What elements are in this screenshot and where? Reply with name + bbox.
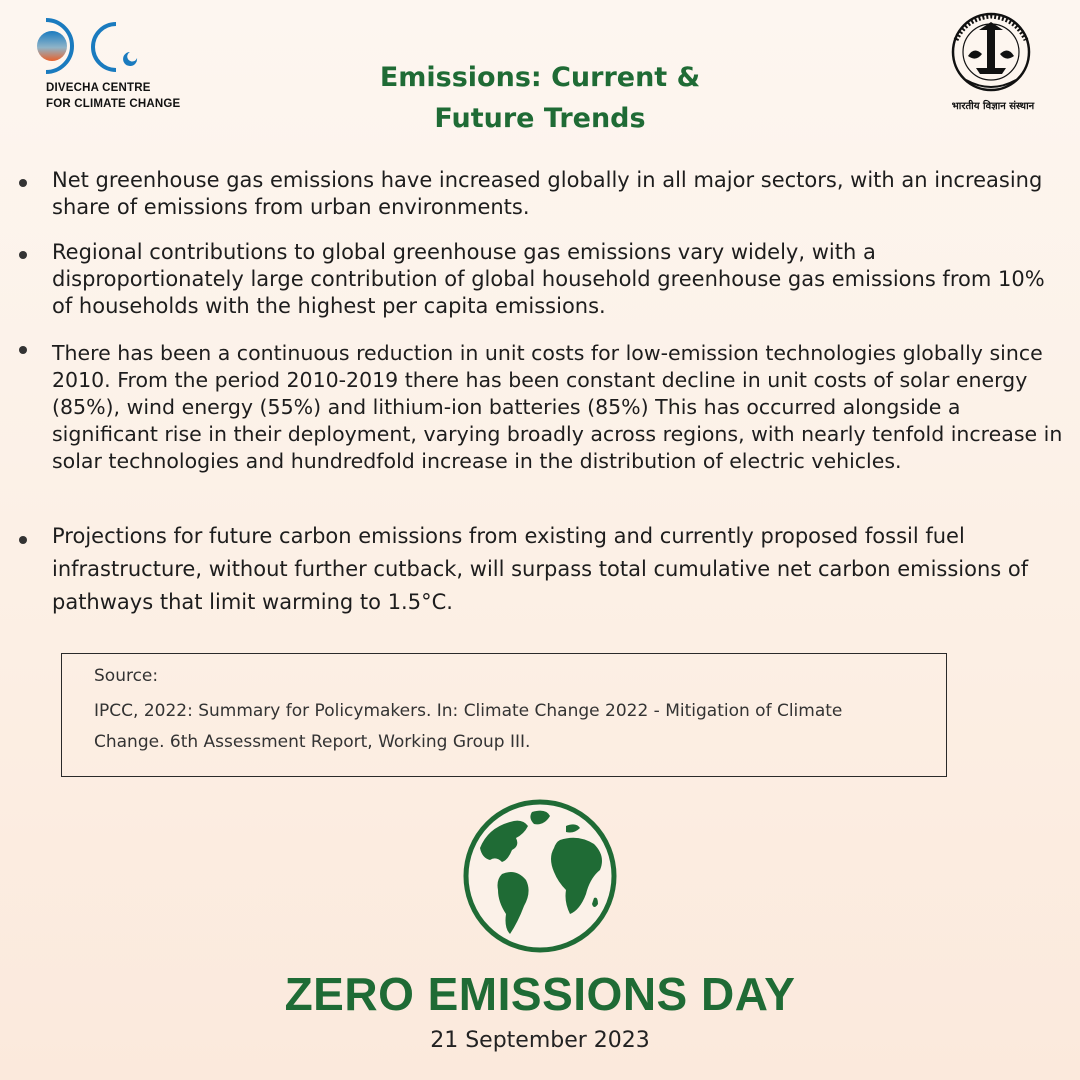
- event-date: 21 September 2023: [430, 1028, 650, 1053]
- iisc-emblem-icon: [936, 10, 1046, 100]
- title-line-1: Emissions: Current &: [379, 62, 701, 93]
- event-title: ZERO EMISSIONS DAY: [284, 968, 796, 1020]
- source-box: [61, 653, 947, 777]
- list-item: [52, 520, 1064, 619]
- bullet-dot: [19, 346, 27, 354]
- list-item: [52, 239, 1064, 320]
- title-line-2: Future Trends: [434, 103, 646, 134]
- divecha-logo-icon: [34, 14, 154, 80]
- iisc-hindi-name: भारतीय विज्ञान संस्थान: [951, 101, 1035, 112]
- page-title: [300, 57, 780, 139]
- bullet-dot: [19, 251, 27, 259]
- bullet-dot: [19, 536, 27, 544]
- logo-text-line2: FOR CLIMATE CHANGE: [46, 98, 181, 110]
- logo-text-line1: DIVECHA CENTRE: [46, 82, 151, 94]
- bullet-text: There has been a continuous reduction in unit costs for low-emission technologies globally since 2010. From the period 2010-2019 there has been constant decline in unit costs of solar energy (85%), wind energy (55%) and lithium-ion batteries (85%) This has occurred alongside a significant rise in their deployment, varying broadly across regions, with nearly tenfold increase in solar technologies and hundredfold increase in the distribution of electric vehicles.: [52, 341, 1063, 473]
- list-item: [52, 167, 1064, 221]
- bullet-text: Net greenhouse gas emissions have increased globally in all major sectors, with an increasing share of emissions from urban environments.: [52, 168, 1043, 219]
- bullet-text: Regional contributions to global greenhouse gas emissions vary widely, with a disproportionately large contribution of global household greenhouse gas emissions from 10% of households with the highest per capita emissions.: [52, 240, 1045, 318]
- iisc-logo: [936, 10, 1056, 114]
- source-citation: IPCC, 2022: Summary for Policymakers. In: Climate Change 2022 - Mitigation of Climate Change. 6th Assessment Report, Working Group III.: [94, 701, 843, 752]
- globe-icon: [462, 798, 618, 954]
- source-label: Source:: [94, 666, 159, 686]
- list-item: [52, 340, 1064, 475]
- bullet-dot: [19, 179, 27, 187]
- bullet-text: Projections for future carbon emissions from existing and currently proposed fossil fuel infrastructure, without further cutback, will surpass total cumulative net carbon emissions of pathways that limit warming to 1.5°C.: [52, 524, 1029, 614]
- divecha-logo: [34, 14, 181, 114]
